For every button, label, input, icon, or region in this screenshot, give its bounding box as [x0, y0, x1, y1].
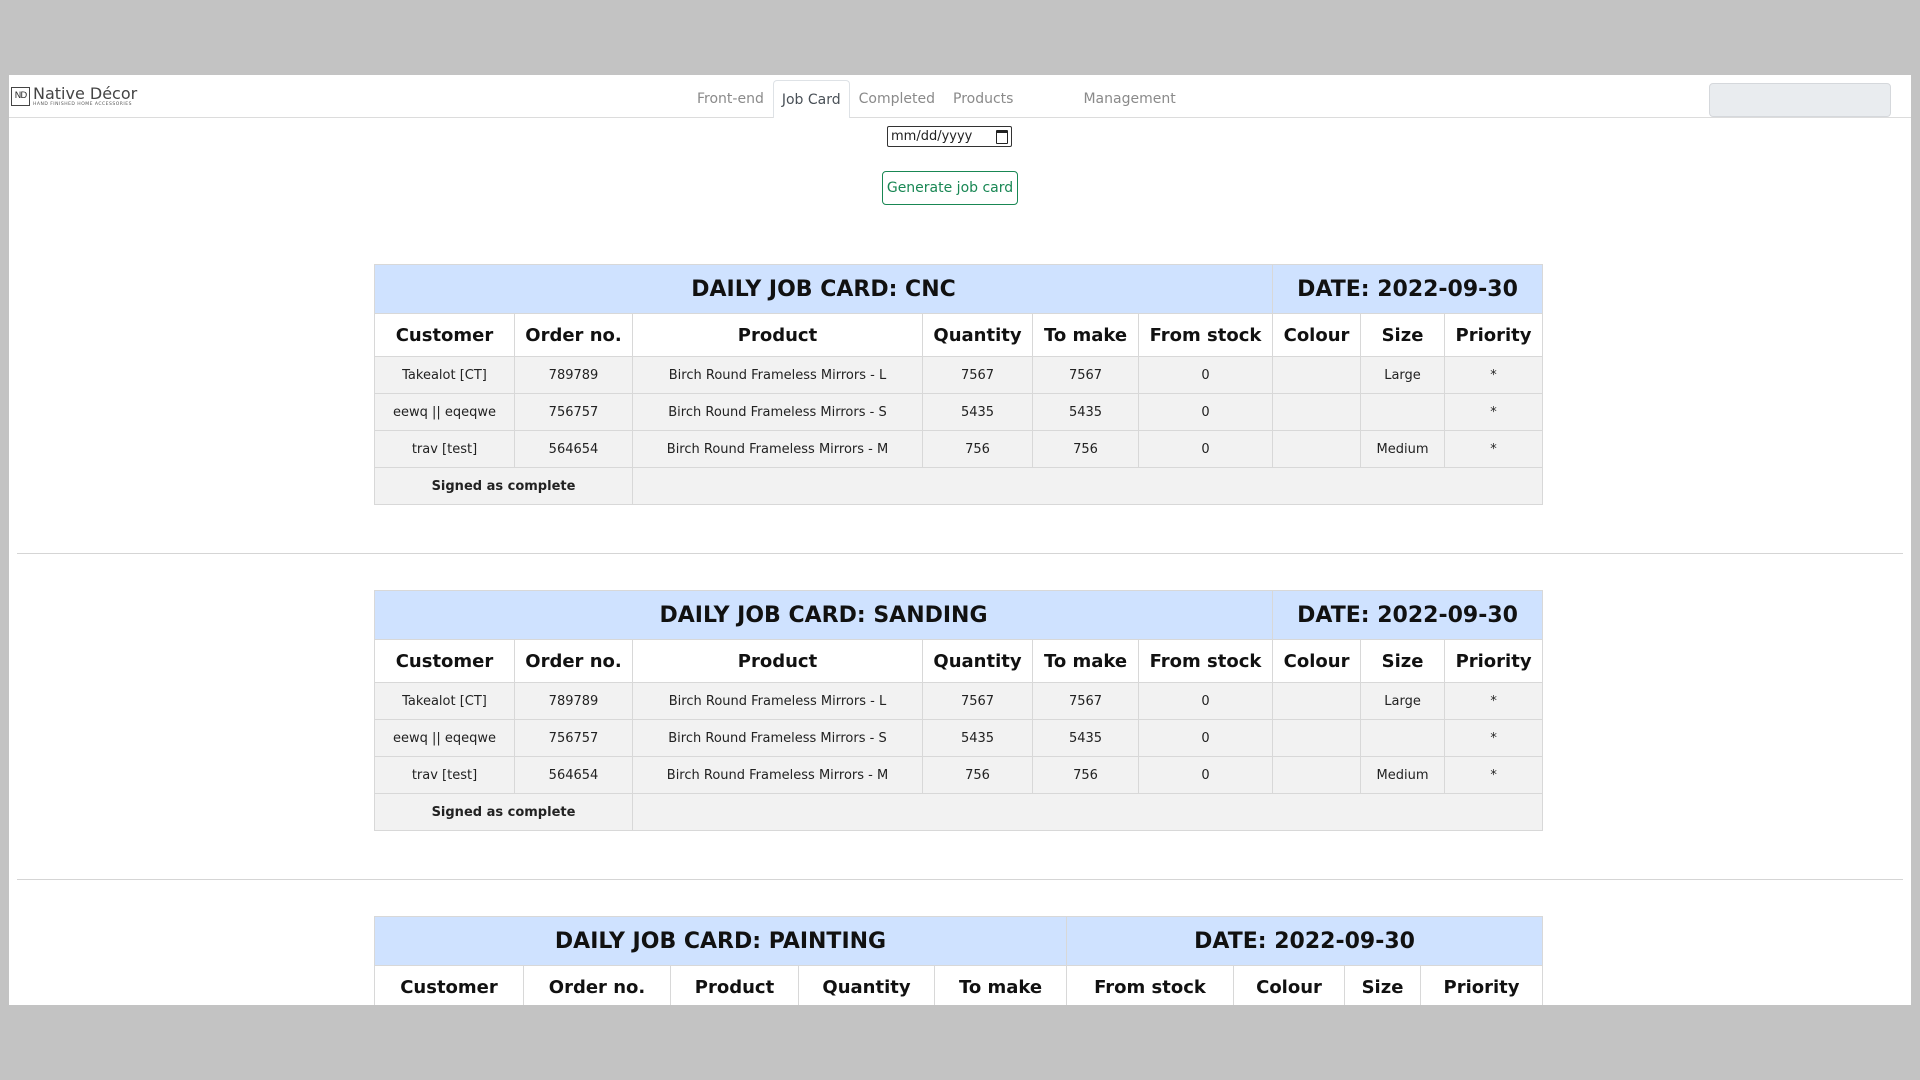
- job-card-title: DAILY JOB CARD: SANDING: [375, 591, 1273, 640]
- cell-to-make: 5435: [1033, 720, 1139, 757]
- col-order-no: Order no.: [524, 966, 671, 1006]
- col-size: Size: [1361, 640, 1445, 683]
- cell-priority: *: [1445, 394, 1543, 431]
- col-quantity: Quantity: [799, 966, 935, 1006]
- cell-to-make: 756: [1033, 431, 1139, 468]
- cell-quantity: 7567: [923, 357, 1033, 394]
- cell-product: Birch Round Frameless Mirrors - L: [633, 683, 923, 720]
- col-customer: Customer: [375, 314, 515, 357]
- table-row: [375, 431, 1543, 468]
- tab-management[interactable]: Management: [1083, 91, 1176, 107]
- tab-completed[interactable]: Completed: [858, 91, 935, 107]
- job-card-date: DATE: 2022-09-30: [1273, 591, 1543, 640]
- col-priority: Priority: [1421, 966, 1543, 1006]
- search-input[interactable]: [1709, 83, 1891, 117]
- cell-size: Medium: [1361, 431, 1445, 468]
- app-window: [9, 75, 1911, 1005]
- col-to-make: To make: [1033, 640, 1139, 683]
- col-quantity: Quantity: [923, 314, 1033, 357]
- cell-quantity: 5435: [923, 720, 1033, 757]
- cell-from-stock: 0: [1139, 357, 1273, 394]
- col-from-stock: From stock: [1139, 314, 1273, 357]
- cell-colour: [1273, 431, 1361, 468]
- cell-from-stock: 0: [1139, 720, 1273, 757]
- job-card-sanding: [374, 590, 1543, 831]
- cell-quantity: 756: [923, 757, 1033, 794]
- date-input[interactable]: [887, 126, 1012, 147]
- cell-order-no: 789789: [515, 357, 633, 394]
- logo-mark: ND: [11, 87, 30, 106]
- cell-priority: *: [1445, 720, 1543, 757]
- job-card-painting: [374, 916, 1543, 1005]
- signed-label: Signed as complete: [375, 468, 633, 505]
- tab-products[interactable]: Products: [953, 91, 1014, 107]
- signature-field[interactable]: [633, 794, 1543, 831]
- col-size: Size: [1361, 314, 1445, 357]
- cell-colour: [1273, 720, 1361, 757]
- table-row: [375, 357, 1543, 394]
- cell-customer: Takealot [CT]: [375, 683, 515, 720]
- signature-field[interactable]: [633, 468, 1543, 505]
- table-row: [375, 720, 1543, 757]
- cell-priority: *: [1445, 683, 1543, 720]
- divider: [17, 553, 1903, 554]
- col-product: Product: [633, 640, 923, 683]
- cell-colour: [1273, 683, 1361, 720]
- table-row: [375, 757, 1543, 794]
- col-size: Size: [1345, 966, 1421, 1006]
- cell-from-stock: 0: [1139, 394, 1273, 431]
- cell-order-no: 789789: [515, 683, 633, 720]
- col-colour: Colour: [1273, 314, 1361, 357]
- brand-logo[interactable]: [11, 85, 137, 107]
- cell-quantity: 7567: [923, 683, 1033, 720]
- col-customer: Customer: [375, 640, 515, 683]
- cell-from-stock: 0: [1139, 757, 1273, 794]
- signed-row: [375, 794, 1543, 831]
- cell-product: Birch Round Frameless Mirrors - L: [633, 357, 923, 394]
- job-card-title: DAILY JOB CARD: PAINTING: [375, 917, 1067, 966]
- cell-colour: [1273, 357, 1361, 394]
- cell-colour: [1273, 757, 1361, 794]
- table-row: [375, 394, 1543, 431]
- cell-size: Large: [1361, 683, 1445, 720]
- cell-order-no: 756757: [515, 394, 633, 431]
- cell-customer: trav [test]: [375, 757, 515, 794]
- cell-quantity: 756: [923, 431, 1033, 468]
- col-to-make: To make: [935, 966, 1067, 1006]
- col-order-no: Order no.: [515, 314, 633, 357]
- cell-order-no: 756757: [515, 720, 633, 757]
- cell-product: Birch Round Frameless Mirrors - M: [633, 757, 923, 794]
- generate-job-card-button[interactable]: Generate job card: [882, 171, 1018, 205]
- col-priority: Priority: [1445, 314, 1543, 357]
- brand-name: Native Décor: [33, 84, 138, 103]
- tab-job-card[interactable]: Job Card: [773, 80, 850, 118]
- col-product: Product: [671, 966, 799, 1006]
- calendar-icon[interactable]: [996, 130, 1008, 144]
- signed-label: Signed as complete: [375, 794, 633, 831]
- cell-order-no: 564654: [515, 431, 633, 468]
- col-priority: Priority: [1445, 640, 1543, 683]
- col-quantity: Quantity: [923, 640, 1033, 683]
- cell-to-make: 7567: [1033, 357, 1139, 394]
- cell-to-make: 5435: [1033, 394, 1139, 431]
- job-card-date: DATE: 2022-09-30: [1273, 265, 1543, 314]
- cell-product: Birch Round Frameless Mirrors - S: [633, 394, 923, 431]
- cell-from-stock: 0: [1139, 683, 1273, 720]
- cell-priority: *: [1445, 357, 1543, 394]
- job-card-title: DAILY JOB CARD: CNC: [375, 265, 1273, 314]
- col-to-make: To make: [1033, 314, 1139, 357]
- cell-product: Birch Round Frameless Mirrors - S: [633, 720, 923, 757]
- col-colour: Colour: [1234, 966, 1345, 1006]
- cell-priority: *: [1445, 757, 1543, 794]
- brand-tagline: HAND FINISHED HOME ACCESSORIES: [33, 102, 132, 107]
- col-colour: Colour: [1273, 640, 1361, 683]
- tab-front-end[interactable]: Front-end: [697, 91, 764, 107]
- cell-customer: eewq || eqeqwe: [375, 720, 515, 757]
- cell-quantity: 5435: [923, 394, 1033, 431]
- job-card-cnc: [374, 264, 1543, 505]
- cell-to-make: 7567: [1033, 683, 1139, 720]
- divider: [17, 879, 1903, 880]
- navbar: [9, 75, 1911, 118]
- cell-size: [1361, 394, 1445, 431]
- cell-to-make: 756: [1033, 757, 1139, 794]
- col-order-no: Order no.: [515, 640, 633, 683]
- date-placeholder: mm/dd/yyyy: [891, 129, 973, 144]
- cell-from-stock: 0: [1139, 431, 1273, 468]
- cell-size: Large: [1361, 357, 1445, 394]
- table-row: [375, 683, 1543, 720]
- cell-order-no: 564654: [515, 757, 633, 794]
- cell-customer: trav [test]: [375, 431, 515, 468]
- cell-customer: eewq || eqeqwe: [375, 394, 515, 431]
- nav-tabs: [688, 80, 1185, 117]
- col-customer: Customer: [375, 966, 524, 1006]
- cell-priority: *: [1445, 431, 1543, 468]
- cell-size: [1361, 720, 1445, 757]
- signed-row: [375, 468, 1543, 505]
- cell-product: Birch Round Frameless Mirrors - M: [633, 431, 923, 468]
- cell-customer: Takealot [CT]: [375, 357, 515, 394]
- col-product: Product: [633, 314, 923, 357]
- cell-colour: [1273, 394, 1361, 431]
- col-from-stock: From stock: [1067, 966, 1234, 1006]
- cell-size: Medium: [1361, 757, 1445, 794]
- col-from-stock: From stock: [1139, 640, 1273, 683]
- job-card-date: DATE: 2022-09-30: [1067, 917, 1543, 966]
